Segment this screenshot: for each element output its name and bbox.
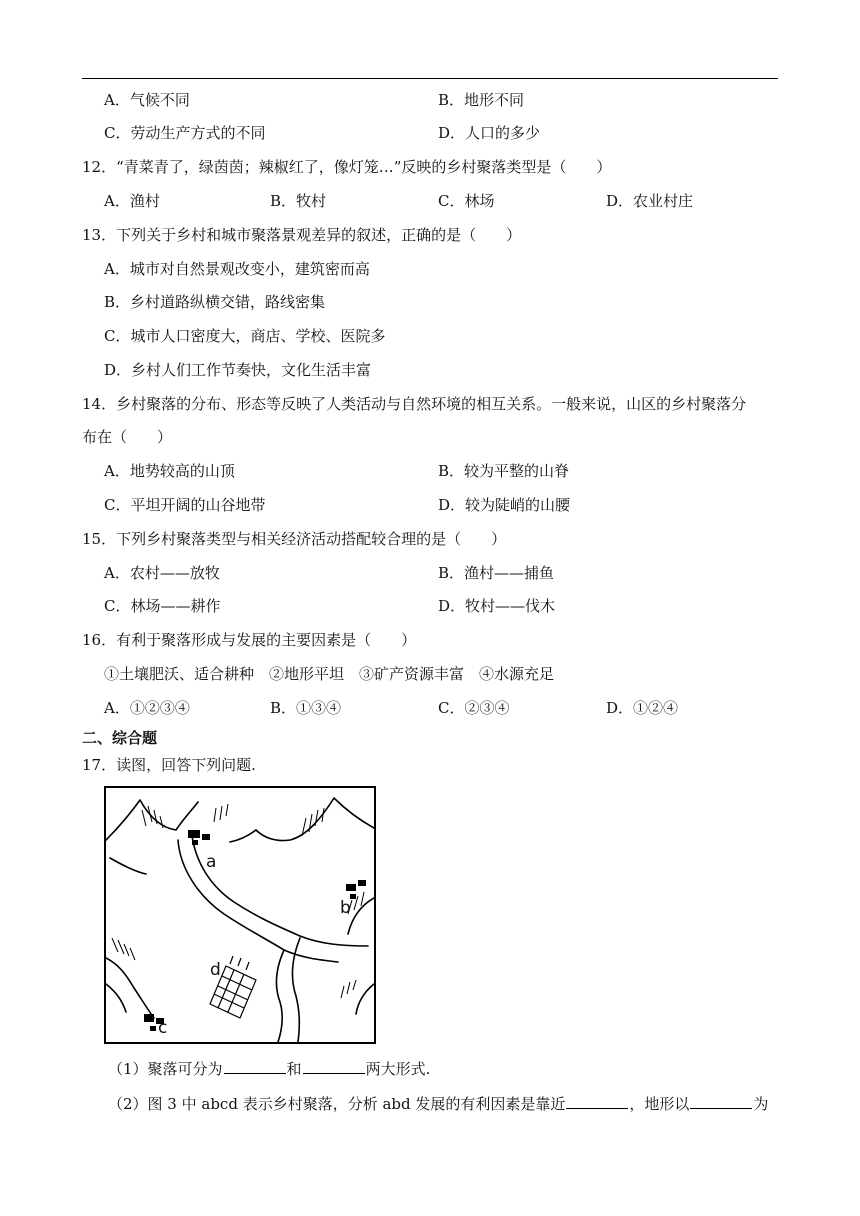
q16-option-a: A．①②③④	[104, 699, 190, 717]
q13-option-d: D．乡村人们工作节奏快，文化生活丰富	[104, 361, 372, 379]
q17-sub1-text2: 和	[286, 1060, 302, 1078]
q17-sub1	[108, 1057, 430, 1079]
q12-stem: 12．“青菜青了，绿茵茵；辣椒红了，像灯笼…”反映的乡村聚落类型是（ ）	[82, 158, 612, 176]
q14-stem-line2: 布在（ ）	[82, 428, 173, 446]
q17-stem: 17．读图，回答下列问题.	[82, 756, 256, 774]
map-label-b: b	[340, 898, 351, 918]
q11-option-d: D．人口的多少	[438, 124, 541, 142]
q14-option-c: C．平坦开阔的山谷地带	[104, 496, 266, 514]
q12-option-d: D．农业村庄	[606, 192, 694, 210]
q15-stem: 15．下列乡村聚落类型与相关经济活动搭配较合理的是（ ）	[82, 530, 507, 548]
q17-sub1-text3: 两大形式.	[365, 1060, 431, 1078]
q11-option-b: B．地形不同	[438, 91, 525, 109]
q14-option-a: A．地势较高的山顶	[104, 462, 235, 480]
q17-sub1-text1: （1）聚落可分为	[108, 1060, 223, 1078]
q11-option-c: C．劳动生产方式的不同	[104, 124, 266, 142]
q14-stem-line1: 14．乡村聚落的分布、形态等反映了人类活动与自然环境的相互关系。一般来说，山区的乡村聚落分	[82, 395, 747, 413]
answer-blank[interactable]	[690, 1092, 752, 1109]
map-label-a: a	[206, 852, 217, 872]
q15-option-c: C．林场——耕作	[104, 597, 221, 615]
q17-sub2-text1: （2）图 3 中 abcd 表示乡村聚落，分析 abd 发展的有利因素是靠近	[108, 1095, 566, 1113]
q11-option-a: A．气候不同	[104, 91, 190, 109]
q12-option-a: A．渔村	[104, 192, 160, 210]
q16-factors: ①土壤肥沃、适合耕种 ②地形平坦 ③矿产资源丰富 ④水源充足	[104, 665, 555, 683]
header-rule	[82, 78, 778, 79]
q13-option-a: A．城市对自然景观改变小，建筑密而高	[104, 260, 370, 278]
map-label-c: c	[158, 1018, 168, 1038]
q17-sub2	[108, 1092, 768, 1114]
q16-option-b: B．①③④	[270, 699, 342, 717]
answer-blank[interactable]	[224, 1057, 286, 1074]
q15-option-b: B．渔村——捕鱼	[438, 564, 555, 582]
section-title: 二、综合题	[82, 729, 158, 747]
q15-option-d: D．牧村——伐木	[438, 597, 556, 615]
q16-option-d: D．①②④	[606, 699, 679, 717]
q13-stem: 13．下列关于乡村和城市聚落景观差异的叙述，正确的是（ ）	[82, 226, 522, 244]
q17-sub2-text2: ，地形以	[629, 1095, 690, 1113]
q13-option-c: C．城市人口密度大，商店、学校、医院多	[104, 327, 386, 345]
q15-option-a: A．农村——放牧	[104, 564, 220, 582]
q14-option-d: D．较为陡峭的山腰	[438, 496, 571, 514]
answer-blank[interactable]	[303, 1057, 365, 1074]
settlement-map	[104, 786, 376, 1044]
q13-option-b: B．乡村道路纵横交错，路线密集	[104, 293, 326, 311]
settlement-map-drawing	[106, 788, 374, 1042]
q12-option-b: B．牧村	[270, 192, 327, 210]
q14-option-b: B．较为平整的山脊	[438, 462, 570, 480]
q17-sub2-text3: 为	[753, 1095, 769, 1113]
answer-blank[interactable]	[566, 1092, 628, 1109]
map-label-d: d	[210, 960, 221, 980]
q12-option-c: C．林场	[438, 192, 495, 210]
q16-option-c: C．②③④	[438, 699, 510, 717]
q16-stem: 16．有利于聚落形成与发展的主要因素是（ ）	[82, 631, 417, 649]
